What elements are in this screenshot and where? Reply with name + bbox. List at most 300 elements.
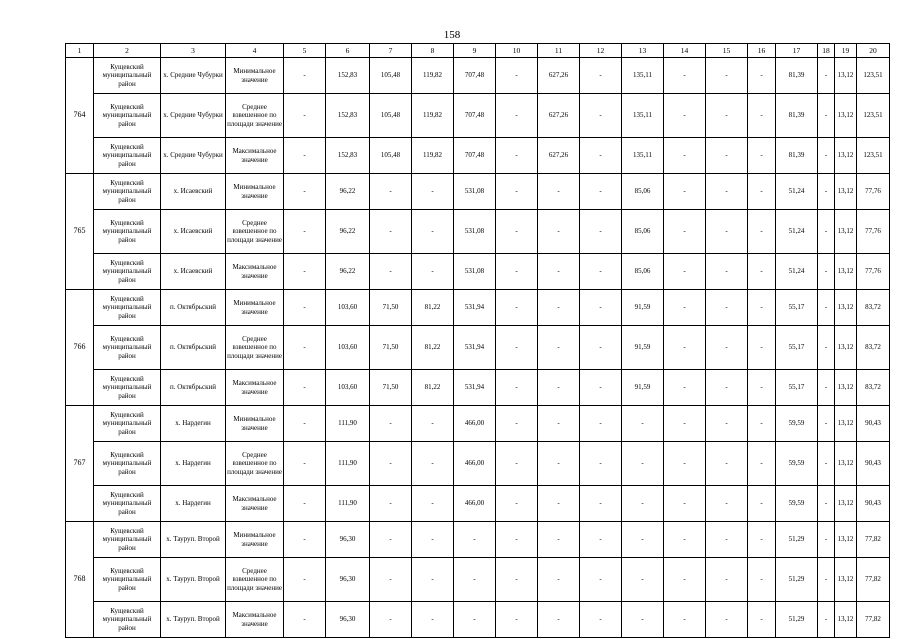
value-type-cell: Минимальное значение bbox=[226, 290, 284, 326]
value-cell: - bbox=[284, 522, 326, 558]
value-cell: 123,51 bbox=[857, 94, 890, 138]
value-cell: - bbox=[664, 602, 706, 638]
value-cell: 105,48 bbox=[370, 94, 412, 138]
value-cell: 51,24 bbox=[776, 254, 818, 290]
value-cell: - bbox=[580, 290, 622, 326]
district-cell: Кущевский муниципальный район bbox=[94, 442, 161, 486]
locality-cell: х. Средние Чубурки bbox=[161, 138, 226, 174]
table-row bbox=[66, 94, 890, 138]
district-cell: Кущевский муниципальный район bbox=[94, 326, 161, 370]
value-cell: - bbox=[284, 326, 326, 370]
value-cell: 71,50 bbox=[370, 326, 412, 370]
value-cell: 13,12 bbox=[835, 486, 857, 522]
value-cell: - bbox=[580, 522, 622, 558]
locality-cell: х. Нардегин bbox=[161, 406, 226, 442]
table-row bbox=[66, 486, 890, 522]
table-row bbox=[66, 558, 890, 602]
value-cell: - bbox=[412, 602, 454, 638]
value-cell: - bbox=[538, 406, 580, 442]
district-cell: Кущевский муниципальный район bbox=[94, 522, 161, 558]
value-cell: 81,39 bbox=[776, 94, 818, 138]
column-number-header: 3 bbox=[161, 44, 226, 58]
value-cell: - bbox=[370, 254, 412, 290]
value-cell: 13,12 bbox=[835, 58, 857, 94]
district-cell: Кущевский муниципальный район bbox=[94, 290, 161, 326]
value-cell: - bbox=[748, 326, 776, 370]
value-cell: 85,06 bbox=[622, 174, 664, 210]
value-cell: - bbox=[706, 290, 748, 326]
value-cell: 90,43 bbox=[857, 442, 890, 486]
value-cell: - bbox=[370, 602, 412, 638]
value-cell: 111,90 bbox=[326, 486, 370, 522]
value-cell: 531,94 bbox=[454, 290, 496, 326]
value-cell: - bbox=[706, 602, 748, 638]
value-cell: 152,83 bbox=[326, 94, 370, 138]
value-cell: 707,48 bbox=[454, 94, 496, 138]
value-cell: - bbox=[370, 174, 412, 210]
value-cell: - bbox=[580, 558, 622, 602]
value-cell: 119,82 bbox=[412, 138, 454, 174]
district-cell: Кущевский муниципальный район bbox=[94, 406, 161, 442]
value-cell: 83,72 bbox=[857, 326, 890, 370]
value-cell: - bbox=[706, 486, 748, 522]
value-cell: - bbox=[818, 486, 835, 522]
value-cell: 59,59 bbox=[776, 442, 818, 486]
value-cell: - bbox=[538, 326, 580, 370]
header-row bbox=[66, 44, 890, 58]
value-cell: - bbox=[284, 442, 326, 486]
table-row bbox=[66, 406, 890, 442]
value-cell: - bbox=[580, 486, 622, 522]
value-cell: - bbox=[622, 602, 664, 638]
value-cell: 81,22 bbox=[412, 290, 454, 326]
column-number-header: 4 bbox=[226, 44, 284, 58]
value-cell: 531,08 bbox=[454, 210, 496, 254]
value-cell: - bbox=[706, 58, 748, 94]
value-cell: - bbox=[284, 174, 326, 210]
record-number: 764 bbox=[66, 58, 94, 174]
table-row bbox=[66, 602, 890, 638]
table-row bbox=[66, 58, 890, 94]
value-cell: - bbox=[706, 326, 748, 370]
value-cell: - bbox=[580, 58, 622, 94]
value-cell: - bbox=[748, 442, 776, 486]
value-cell: - bbox=[580, 442, 622, 486]
record-number: 766 bbox=[66, 290, 94, 406]
locality-cell: х. Исаевский bbox=[161, 174, 226, 210]
value-cell: - bbox=[496, 442, 538, 486]
value-cell: - bbox=[412, 210, 454, 254]
value-cell: - bbox=[664, 442, 706, 486]
value-cell: - bbox=[818, 94, 835, 138]
value-cell: - bbox=[580, 174, 622, 210]
value-cell: - bbox=[748, 138, 776, 174]
value-cell: 707,48 bbox=[454, 58, 496, 94]
value-cell: - bbox=[664, 406, 706, 442]
value-cell: 96,22 bbox=[326, 174, 370, 210]
locality-cell: х. Исаевский bbox=[161, 210, 226, 254]
value-cell: 123,51 bbox=[857, 58, 890, 94]
value-cell: 51,29 bbox=[776, 522, 818, 558]
value-cell: 627,26 bbox=[538, 94, 580, 138]
district-cell: Кущевский муниципальный район bbox=[94, 254, 161, 290]
value-cell: - bbox=[496, 558, 538, 602]
value-type-cell: Среднее взвешенное по площади значение bbox=[226, 326, 284, 370]
locality-cell: х. Нардегин bbox=[161, 486, 226, 522]
value-cell: - bbox=[284, 138, 326, 174]
value-cell: - bbox=[664, 326, 706, 370]
cadastral-value-table bbox=[65, 43, 890, 638]
value-cell: - bbox=[748, 370, 776, 406]
column-number-header: 15 bbox=[706, 44, 748, 58]
column-number-header: 12 bbox=[580, 44, 622, 58]
value-cell: 105,48 bbox=[370, 58, 412, 94]
value-cell: 77,76 bbox=[857, 254, 890, 290]
value-cell: - bbox=[284, 370, 326, 406]
value-cell: - bbox=[496, 290, 538, 326]
district-cell: Кущевский муниципальный район bbox=[94, 174, 161, 210]
value-cell: - bbox=[706, 174, 748, 210]
value-cell: 152,83 bbox=[326, 58, 370, 94]
district-cell: Кущевский муниципальный район bbox=[94, 370, 161, 406]
value-cell: 111,90 bbox=[326, 406, 370, 442]
value-cell: 707,48 bbox=[454, 138, 496, 174]
value-cell: 91,59 bbox=[622, 326, 664, 370]
value-cell: 55,17 bbox=[776, 326, 818, 370]
value-cell: - bbox=[818, 138, 835, 174]
value-cell: 531,94 bbox=[454, 370, 496, 406]
value-cell: - bbox=[580, 370, 622, 406]
district-cell: Кущевский муниципальный район bbox=[94, 138, 161, 174]
value-cell: 85,06 bbox=[622, 210, 664, 254]
district-cell: Кущевский муниципальный район bbox=[94, 94, 161, 138]
column-number-header: 20 bbox=[857, 44, 890, 58]
column-number-header: 10 bbox=[496, 44, 538, 58]
value-cell: - bbox=[496, 522, 538, 558]
value-cell: - bbox=[370, 406, 412, 442]
value-cell: - bbox=[370, 486, 412, 522]
value-cell: - bbox=[496, 94, 538, 138]
value-cell: 627,26 bbox=[538, 138, 580, 174]
district-cell: Кущевский муниципальный район bbox=[94, 58, 161, 94]
value-cell: - bbox=[284, 94, 326, 138]
value-cell: 51,29 bbox=[776, 602, 818, 638]
value-cell: - bbox=[284, 290, 326, 326]
value-cell: - bbox=[818, 442, 835, 486]
value-cell: - bbox=[818, 290, 835, 326]
value-cell: - bbox=[284, 210, 326, 254]
value-cell: - bbox=[538, 174, 580, 210]
value-cell: 466,00 bbox=[454, 406, 496, 442]
value-cell: - bbox=[706, 210, 748, 254]
value-cell: 13,12 bbox=[835, 174, 857, 210]
record-number: 765 bbox=[66, 174, 94, 290]
value-cell: 96,22 bbox=[326, 210, 370, 254]
value-cell: - bbox=[622, 442, 664, 486]
value-cell: - bbox=[748, 290, 776, 326]
value-cell: 152,83 bbox=[326, 138, 370, 174]
value-cell: 103,60 bbox=[326, 326, 370, 370]
value-cell: - bbox=[538, 210, 580, 254]
value-cell: - bbox=[748, 486, 776, 522]
value-cell: 71,50 bbox=[370, 290, 412, 326]
value-cell: - bbox=[664, 558, 706, 602]
value-cell: - bbox=[622, 486, 664, 522]
value-cell: 77,76 bbox=[857, 210, 890, 254]
value-cell: 13,12 bbox=[835, 370, 857, 406]
value-type-cell: Минимальное значение bbox=[226, 522, 284, 558]
value-cell: - bbox=[412, 442, 454, 486]
value-cell: - bbox=[748, 174, 776, 210]
value-cell: 51,29 bbox=[776, 558, 818, 602]
value-cell: 51,24 bbox=[776, 210, 818, 254]
value-cell: - bbox=[818, 406, 835, 442]
locality-cell: х. Исаевский bbox=[161, 254, 226, 290]
value-cell: - bbox=[818, 326, 835, 370]
value-cell: - bbox=[496, 174, 538, 210]
value-cell: - bbox=[412, 558, 454, 602]
value-cell: 123,51 bbox=[857, 138, 890, 174]
value-cell: - bbox=[370, 558, 412, 602]
value-cell: - bbox=[496, 210, 538, 254]
value-cell: 81,39 bbox=[776, 138, 818, 174]
column-number-header: 7 bbox=[370, 44, 412, 58]
value-cell: 77,76 bbox=[857, 174, 890, 210]
value-type-cell: Минимальное значение bbox=[226, 406, 284, 442]
district-cell: Кущевский муниципальный район bbox=[94, 486, 161, 522]
value-cell: - bbox=[496, 486, 538, 522]
value-cell: - bbox=[748, 406, 776, 442]
value-cell: - bbox=[580, 94, 622, 138]
value-cell: - bbox=[706, 522, 748, 558]
table-row bbox=[66, 326, 890, 370]
value-cell: 13,12 bbox=[835, 94, 857, 138]
value-cell: 77,82 bbox=[857, 522, 890, 558]
value-cell: - bbox=[412, 406, 454, 442]
value-cell: - bbox=[818, 174, 835, 210]
value-cell: - bbox=[580, 602, 622, 638]
locality-cell: х. Средние Чубурки bbox=[161, 94, 226, 138]
locality-cell: х. Средние Чубурки bbox=[161, 58, 226, 94]
value-cell: 55,17 bbox=[776, 290, 818, 326]
value-type-cell: Максимальное значение bbox=[226, 602, 284, 638]
column-number-header: 2 bbox=[94, 44, 161, 58]
value-type-cell: Максимальное значение bbox=[226, 486, 284, 522]
value-cell: 59,59 bbox=[776, 406, 818, 442]
value-cell: - bbox=[496, 58, 538, 94]
value-cell: - bbox=[496, 406, 538, 442]
value-type-cell: Минимальное значение bbox=[226, 58, 284, 94]
value-cell: - bbox=[818, 210, 835, 254]
value-cell: - bbox=[412, 522, 454, 558]
value-cell: 51,24 bbox=[776, 174, 818, 210]
value-cell: - bbox=[284, 254, 326, 290]
value-cell: - bbox=[496, 370, 538, 406]
value-cell: - bbox=[580, 406, 622, 442]
value-cell: 96,22 bbox=[326, 254, 370, 290]
value-type-cell: Максимальное значение bbox=[226, 370, 284, 406]
table-row bbox=[66, 290, 890, 326]
locality-cell: х. Нардегин bbox=[161, 442, 226, 486]
value-type-cell: Среднее взвешенное по площади значение bbox=[226, 558, 284, 602]
table-row bbox=[66, 138, 890, 174]
value-cell: - bbox=[370, 442, 412, 486]
value-cell: - bbox=[664, 486, 706, 522]
value-cell: - bbox=[748, 94, 776, 138]
value-cell: 55,17 bbox=[776, 370, 818, 406]
value-cell: - bbox=[706, 442, 748, 486]
value-cell: - bbox=[580, 210, 622, 254]
table-row bbox=[66, 442, 890, 486]
value-cell: - bbox=[284, 406, 326, 442]
value-cell: 105,48 bbox=[370, 138, 412, 174]
value-cell: 103,60 bbox=[326, 290, 370, 326]
value-cell: 91,59 bbox=[622, 290, 664, 326]
value-cell: 13,12 bbox=[835, 254, 857, 290]
value-cell: - bbox=[496, 138, 538, 174]
value-cell: - bbox=[748, 210, 776, 254]
value-cell: - bbox=[412, 486, 454, 522]
value-type-cell: Максимальное значение bbox=[226, 138, 284, 174]
district-cell: Кущевский муниципальный район bbox=[94, 558, 161, 602]
value-cell: - bbox=[622, 522, 664, 558]
value-cell: 13,12 bbox=[835, 290, 857, 326]
value-cell: - bbox=[370, 210, 412, 254]
value-type-cell: Максимальное значение bbox=[226, 254, 284, 290]
value-type-cell: Среднее взвешенное по площади значение bbox=[226, 210, 284, 254]
value-cell: - bbox=[622, 558, 664, 602]
table-row bbox=[66, 522, 890, 558]
value-cell: 466,00 bbox=[454, 486, 496, 522]
value-cell: 111,90 bbox=[326, 442, 370, 486]
locality-cell: х. Тауруп. Второй bbox=[161, 522, 226, 558]
value-cell: 119,82 bbox=[412, 94, 454, 138]
column-number-header: 19 bbox=[835, 44, 857, 58]
locality-cell: п. Октябрьский bbox=[161, 326, 226, 370]
value-cell: - bbox=[818, 58, 835, 94]
value-cell: - bbox=[818, 370, 835, 406]
value-cell: 13,12 bbox=[835, 406, 857, 442]
value-cell: 91,59 bbox=[622, 370, 664, 406]
column-number-header: 16 bbox=[748, 44, 776, 58]
value-cell: - bbox=[538, 370, 580, 406]
value-cell: 13,12 bbox=[835, 522, 857, 558]
value-cell: - bbox=[706, 558, 748, 602]
value-cell: - bbox=[664, 290, 706, 326]
value-cell: 83,72 bbox=[857, 290, 890, 326]
value-cell: 71,50 bbox=[370, 370, 412, 406]
value-cell: 531,08 bbox=[454, 254, 496, 290]
value-cell: 531,94 bbox=[454, 326, 496, 370]
value-cell: 96,30 bbox=[326, 522, 370, 558]
value-cell: 13,12 bbox=[835, 326, 857, 370]
value-cell: 96,30 bbox=[326, 602, 370, 638]
value-cell: - bbox=[284, 58, 326, 94]
column-number-header: 18 bbox=[818, 44, 835, 58]
value-type-cell: Минимальное значение bbox=[226, 174, 284, 210]
value-cell: - bbox=[706, 406, 748, 442]
value-cell: - bbox=[664, 58, 706, 94]
value-type-cell: Среднее взвешенное по площади значение bbox=[226, 94, 284, 138]
value-cell: - bbox=[664, 370, 706, 406]
value-cell: 77,82 bbox=[857, 602, 890, 638]
value-cell: - bbox=[284, 486, 326, 522]
locality-cell: п. Октябрьский bbox=[161, 290, 226, 326]
value-cell: 135,11 bbox=[622, 58, 664, 94]
value-cell: 531,08 bbox=[454, 174, 496, 210]
value-cell: - bbox=[538, 442, 580, 486]
value-cell: - bbox=[454, 602, 496, 638]
table-row bbox=[66, 210, 890, 254]
value-cell: 90,43 bbox=[857, 406, 890, 442]
value-cell: - bbox=[818, 558, 835, 602]
value-cell: - bbox=[412, 174, 454, 210]
value-cell: - bbox=[748, 558, 776, 602]
column-number-header: 11 bbox=[538, 44, 580, 58]
value-cell: 81,39 bbox=[776, 58, 818, 94]
value-cell: - bbox=[664, 210, 706, 254]
value-cell: - bbox=[664, 94, 706, 138]
value-cell: - bbox=[706, 94, 748, 138]
value-cell: - bbox=[664, 174, 706, 210]
value-cell: - bbox=[664, 254, 706, 290]
column-number-header: 5 bbox=[284, 44, 326, 58]
value-cell: - bbox=[496, 254, 538, 290]
value-cell: 77,82 bbox=[857, 558, 890, 602]
column-number-header: 9 bbox=[454, 44, 496, 58]
value-cell: 83,72 bbox=[857, 370, 890, 406]
value-cell: - bbox=[664, 522, 706, 558]
value-cell: - bbox=[664, 138, 706, 174]
value-cell: - bbox=[454, 522, 496, 558]
district-cell: Кущевский муниципальный район bbox=[94, 602, 161, 638]
record-number: 768 bbox=[66, 522, 94, 638]
value-cell: - bbox=[580, 326, 622, 370]
value-cell: - bbox=[748, 254, 776, 290]
column-number-header: 17 bbox=[776, 44, 818, 58]
column-number-header: 8 bbox=[412, 44, 454, 58]
district-cell: Кущевский муниципальный район bbox=[94, 210, 161, 254]
value-type-cell: Среднее взвешенное по площади значение bbox=[226, 442, 284, 486]
value-cell: - bbox=[818, 602, 835, 638]
value-cell: 135,11 bbox=[622, 94, 664, 138]
value-cell: 90,43 bbox=[857, 486, 890, 522]
value-cell: - bbox=[538, 290, 580, 326]
value-cell: - bbox=[706, 370, 748, 406]
value-cell: 85,06 bbox=[622, 254, 664, 290]
locality-cell: п. Октябрьский bbox=[161, 370, 226, 406]
value-cell: 13,12 bbox=[835, 558, 857, 602]
value-cell: - bbox=[412, 254, 454, 290]
value-cell: 13,12 bbox=[835, 602, 857, 638]
value-cell: 119,82 bbox=[412, 58, 454, 94]
value-cell: - bbox=[580, 254, 622, 290]
value-cell: - bbox=[496, 326, 538, 370]
value-cell: - bbox=[538, 486, 580, 522]
value-cell: 96,30 bbox=[326, 558, 370, 602]
value-cell: - bbox=[538, 254, 580, 290]
value-cell: 13,12 bbox=[835, 210, 857, 254]
value-cell: 81,22 bbox=[412, 326, 454, 370]
value-cell: - bbox=[284, 558, 326, 602]
value-cell: 627,26 bbox=[538, 58, 580, 94]
value-cell: 103,60 bbox=[326, 370, 370, 406]
value-cell: 135,11 bbox=[622, 138, 664, 174]
value-cell: - bbox=[538, 602, 580, 638]
table-row bbox=[66, 174, 890, 210]
value-cell: 13,12 bbox=[835, 442, 857, 486]
value-cell: - bbox=[748, 602, 776, 638]
